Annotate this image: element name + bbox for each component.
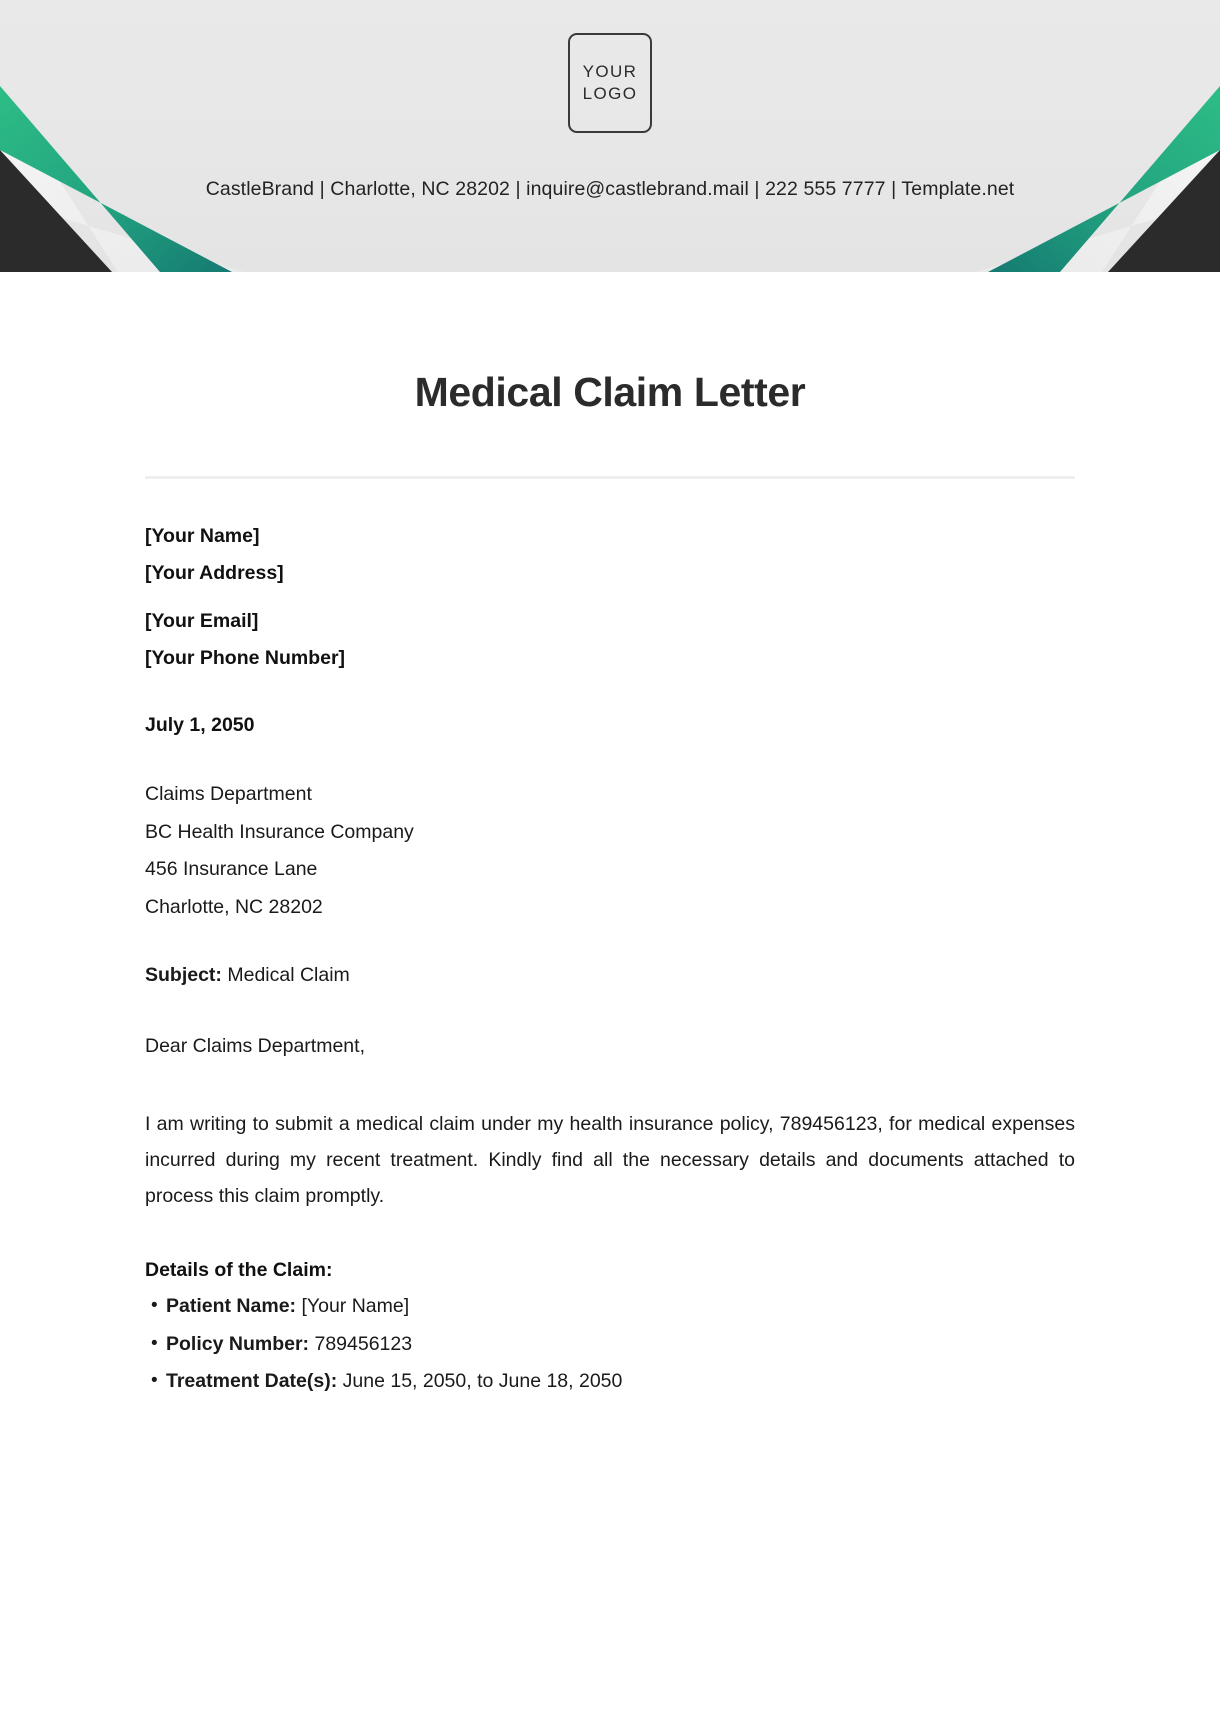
letter-date: July 1, 2050 [145,714,255,737]
salutation: Dear Claims Department, [145,1035,365,1058]
subject-line [145,964,1075,987]
recipient-department: Claims Department [145,783,312,806]
recipient-street: 456 Insurance Lane [145,858,318,881]
bullet-icon: • [151,1295,158,1317]
subject-label: Subject: [145,964,222,987]
logo-line-2: LOGO [582,84,638,103]
bullet-icon: • [151,1332,158,1354]
list-item [145,1332,1075,1355]
bullet-icon: • [151,1370,158,1392]
sender-email: [Your Email] [145,610,259,633]
claim-details-list [145,1297,1075,1392]
sender-address-block [145,527,1075,668]
detail-value: [Your Name] [301,1295,410,1318]
page-title: Medical Claim Letter [414,369,806,415]
detail-label: Patient Name: [166,1295,297,1318]
recipient-city-state-zip: Charlotte, NC 28202 [145,895,323,918]
recipient-address-block [145,785,1075,917]
recipient-company: BC Health Insurance Company [145,820,414,843]
detail-value: June 15, 2050, to June 18, 2050 [342,1370,623,1393]
subject-value: Medical Claim [227,964,350,987]
list-item [145,1297,1075,1317]
detail-label: Treatment Date(s): [166,1370,338,1393]
sender-name: [Your Name] [145,525,260,548]
sender-address: [Your Address] [145,561,284,584]
logo-placeholder [568,33,652,133]
logo-line-1: YOUR [582,61,638,81]
list-item [145,1372,1075,1392]
detail-label: Policy Number: [166,1332,310,1355]
title-divider [145,476,1075,479]
document-body [0,272,1220,1392]
detail-value: 789456123 [314,1332,413,1355]
body-paragraph: I am writing to submit a medical claim under my health insurance policy, 789456123, for medical expenses incurred during my recent treatment. Kindly find all the necessary details and documents attached to process this claim promptly. [145,1113,1075,1208]
header-contact-line: CastleBrand | Charlotte, NC 28202 | inquire@castlebrand.mail | 222 555 7777 | Template.net [205,178,1015,200]
sender-phone: [Your Phone Number] [145,646,346,669]
letterhead-header [0,0,1220,272]
details-heading: Details of the Claim: [145,1259,333,1282]
